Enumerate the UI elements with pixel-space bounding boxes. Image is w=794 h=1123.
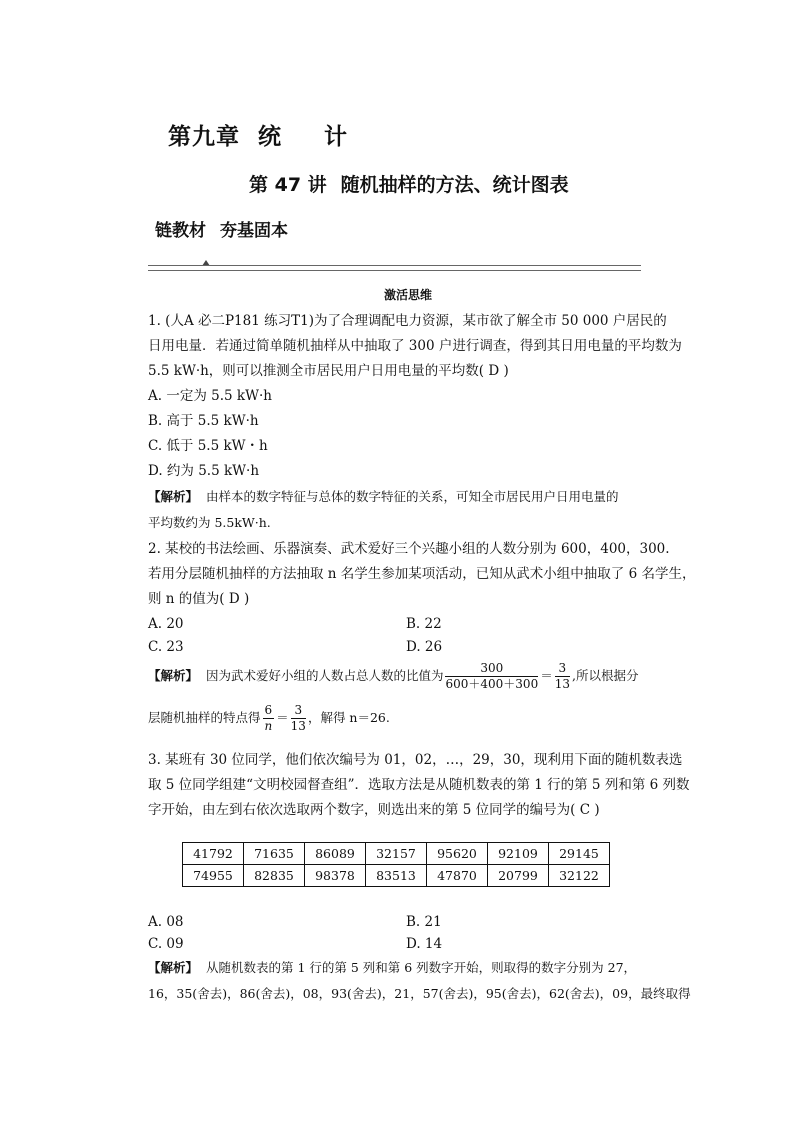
- q2-line-1: 2. 某校的书法绘画、乐器演奏、武术爱好三个兴趣小组的人数分别为 600，400，300.: [148, 541, 670, 557]
- q3-option-c: C. 09: [148, 936, 184, 952]
- chapter-word-1: 统: [258, 124, 282, 150]
- q3-option-d: D. 14: [406, 936, 443, 952]
- q1-solution-tag: 【解析】: [148, 489, 199, 504]
- table-cell: 41792: [183, 843, 244, 865]
- q1-option-a: A. 一定为 5.5 kW·h: [148, 388, 272, 404]
- q3-line-2: 取 5 位同学组建“文明校园督查组”．选取方法是从随机数表的第 1 行的第 5 列和第 6 列数: [148, 777, 690, 793]
- q1-solution-line-2: 平均数约为 5.5kW·h.: [148, 515, 271, 530]
- q3-solution-text-1: 从随机数表的第 1 行的第 5 列和第 6 列数字开始，则取得的数字分别为 27，: [205, 960, 637, 975]
- table-cell: 74955: [183, 865, 244, 887]
- q3-line-3: 字开始，由左到右依次选取两个数字，则选出来的第 5 位同学的编号为( C ): [148, 802, 600, 818]
- q2-fraction-1: [445, 662, 538, 691]
- section-title: [155, 216, 288, 241]
- table-cell: 20799: [488, 865, 549, 887]
- table-cell: 95620: [427, 843, 488, 865]
- q1-line-2: 日用电量．若通过简单随机抽样从中抽取了 300 户进行调查，得到其日用电量的平均数为: [148, 338, 682, 354]
- q2-fraction-4-numerator: 3: [291, 704, 306, 719]
- q1-line-3: 5.5 kW·h，则可以推测全市居民用户日用电量的平均数( D ): [148, 363, 509, 379]
- divider-rule: [148, 265, 641, 271]
- q2-fraction-2: [555, 662, 570, 691]
- q1-option-d: D. 约为 5.5 kW·h: [148, 463, 260, 479]
- q1-option-b: B. 高于 5.5 kW·h: [148, 413, 259, 429]
- q1-option-c: C. 低于 5.5 kW・h: [148, 438, 268, 454]
- section-label-b: 夯基固本: [220, 221, 288, 241]
- table-cell: 71635: [244, 843, 305, 865]
- q2-line-3: 则 n 的值为( D ): [148, 591, 250, 607]
- q2-solution-text-4: ，解得 n＝26.: [307, 710, 390, 726]
- table-cell: 92109: [488, 843, 549, 865]
- q3-option-b: B. 21: [406, 914, 442, 930]
- q2-option-d: D. 26: [406, 639, 443, 655]
- table-cell: 29145: [549, 843, 610, 865]
- q2-equals-1: ＝: [540, 668, 553, 684]
- chapter-word-2: 计: [324, 124, 348, 150]
- table-row: [183, 843, 610, 865]
- q2-solution-text-3: 层随机抽样的特点得: [148, 710, 261, 726]
- q2-solution-line-1: [148, 662, 638, 691]
- chapter-label: 第九章: [168, 124, 240, 150]
- q2-fraction-4-denominator: 13: [290, 719, 306, 734]
- q1-solution-text-1: 由样本的数字特征与总体的数字特征的关系，可知全市居民用户日用电量的: [205, 489, 619, 504]
- q3-option-a: A. 08: [148, 914, 184, 930]
- q2-fraction-1-denominator: 600＋400＋300: [445, 677, 539, 692]
- table-cell: 47870: [427, 865, 488, 887]
- q2-fraction-1-numerator: 300: [445, 662, 538, 677]
- q2-fraction-2-numerator: 3: [555, 662, 570, 677]
- chapter-title: [168, 118, 348, 151]
- lecture-number: 第 47 讲: [249, 174, 327, 196]
- q2-option-c: C. 23: [148, 639, 184, 655]
- q2-solution-text-1: 因为武术爱好小组的人数占总人数的比值为: [205, 668, 444, 684]
- table-row: [183, 865, 610, 887]
- q2-fraction-2-denominator: 13: [554, 677, 570, 692]
- q1-line-1: 1. (人A 必二P181 练习T1)为了合理调配电力资源，某市欲了解全市 50 000 户居民的: [148, 313, 667, 329]
- section-label-a: 链教材: [155, 221, 206, 241]
- q2-option-a: A. 20: [148, 616, 184, 632]
- table-cell: 32122: [549, 865, 610, 887]
- table-cell: 82835: [244, 865, 305, 887]
- q2-fraction-3-numerator: 6: [263, 704, 275, 719]
- table-cell: 86089: [305, 843, 366, 865]
- q2-solution-text-2: ,所以根据分: [572, 668, 639, 684]
- q1-solution-line-1: [148, 491, 618, 504]
- q2-line-2: 若用分层随机抽样的方法抽取 n 名学生参加某项活动，已知从武术小组中抽取了 6 名学生，: [148, 566, 696, 582]
- table-cell: 83513: [366, 865, 427, 887]
- q2-fraction-4: [291, 704, 306, 733]
- q2-solution-tag: 【解析】: [148, 668, 199, 684]
- q2-option-b: B. 22: [406, 616, 442, 632]
- q3-solution-line-1: [148, 962, 636, 975]
- lecture-topic: 随机抽样的方法、统计图表: [340, 174, 569, 196]
- lecture-title: [249, 170, 569, 197]
- random-number-table: [182, 842, 610, 887]
- table-cell: 32157: [366, 843, 427, 865]
- q3-solution-tag: 【解析】: [148, 960, 199, 975]
- q2-solution-line-2: [148, 704, 390, 733]
- q3-line-1: 3. 某班有 30 位同学，他们依次编号为 01，02，…，29，30，现利用下面的随机数表选: [148, 752, 683, 768]
- q2-fraction-3: [263, 704, 275, 733]
- q3-solution-line-2: 16，35(舍去)，86(舍去)，08，93(舍去)，21，57(舍去)，95(舍去)，62(舍去)，09，最终取得: [148, 986, 691, 1001]
- q2-equals-2: ＝: [276, 710, 289, 726]
- table-cell: 98378: [305, 865, 366, 887]
- q2-fraction-3-denominator: n: [264, 719, 273, 734]
- subheading: 激活思维: [384, 288, 433, 302]
